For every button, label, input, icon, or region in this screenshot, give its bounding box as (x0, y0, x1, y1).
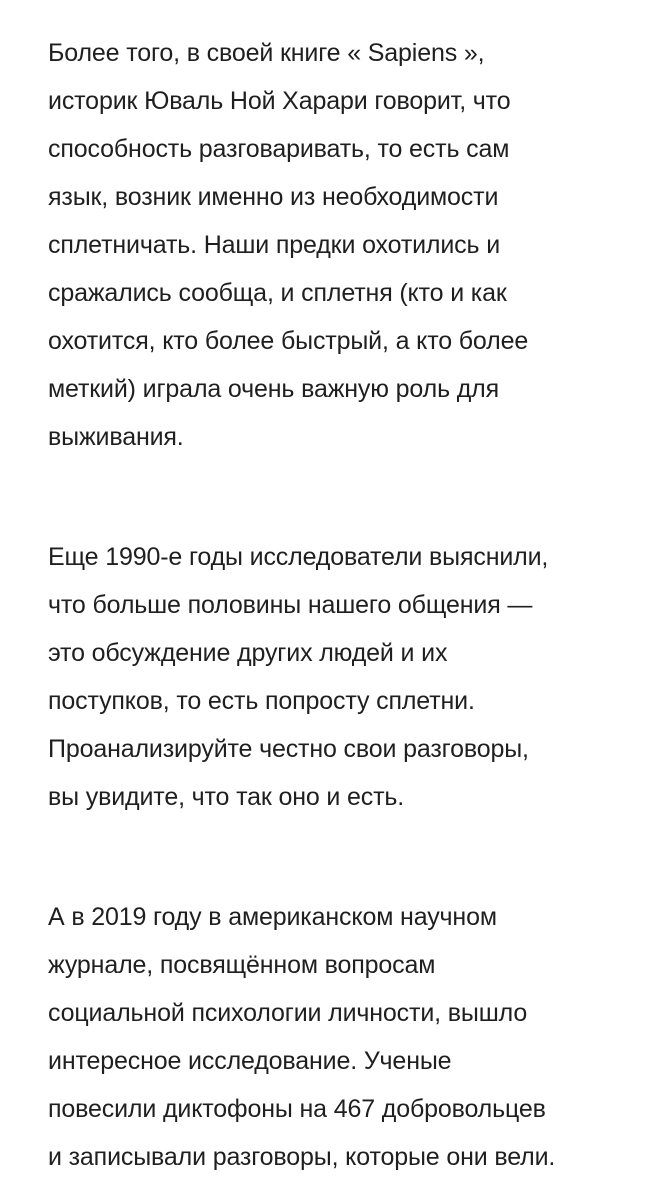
text-line: интересное исследование. Ученые (48, 1047, 452, 1075)
text-line: выживания. (48, 423, 184, 451)
text-line: сплетничать. Наши предки охотились и (48, 231, 501, 259)
text-line: способность разговаривать, то есть сам (48, 135, 510, 163)
text-line: язык, возник именно из необходимости (48, 183, 499, 211)
text-line: Проанализируйте честно свои разговоры, (48, 735, 529, 763)
text-line: социальной психологии личности, вышло (48, 999, 528, 1027)
text-line: Более того, в своей книге « Sapiens », (48, 39, 485, 67)
text-line: сражались сообща, и сплетня (кто и как (48, 279, 507, 307)
text-line: поступков, то есть попросту сплетни. (48, 687, 475, 715)
text-line: и записывали разговоры, которые они вели. (48, 1143, 556, 1171)
article-body (48, 29, 648, 1181)
text-line: А в 2019 году в американском научном (48, 903, 497, 931)
text-line: повесили диктофоны на 467 добровольцев (48, 1095, 546, 1123)
text-line: меткий) играла очень важную роль для (48, 375, 499, 403)
paragraph-2019-study (48, 893, 648, 1181)
text-line: Еще 1990-е годы исследователи выяснили, (48, 543, 549, 571)
text-line: охотится, кто более быстрый, а кто более (48, 327, 529, 355)
paragraph-1990s-research (48, 533, 648, 821)
paragraph-sapiens (48, 29, 648, 461)
text-line: что больше половины нашего общения — (48, 591, 533, 619)
text-line: историк Юваль Ной Харари говорит, что (48, 87, 511, 115)
text-line: это обсуждение других людей и их (48, 639, 448, 667)
text-line: вы увидите, что так оно и есть. (48, 783, 405, 811)
text-line: журнале, посвящённом вопросам (48, 951, 436, 979)
